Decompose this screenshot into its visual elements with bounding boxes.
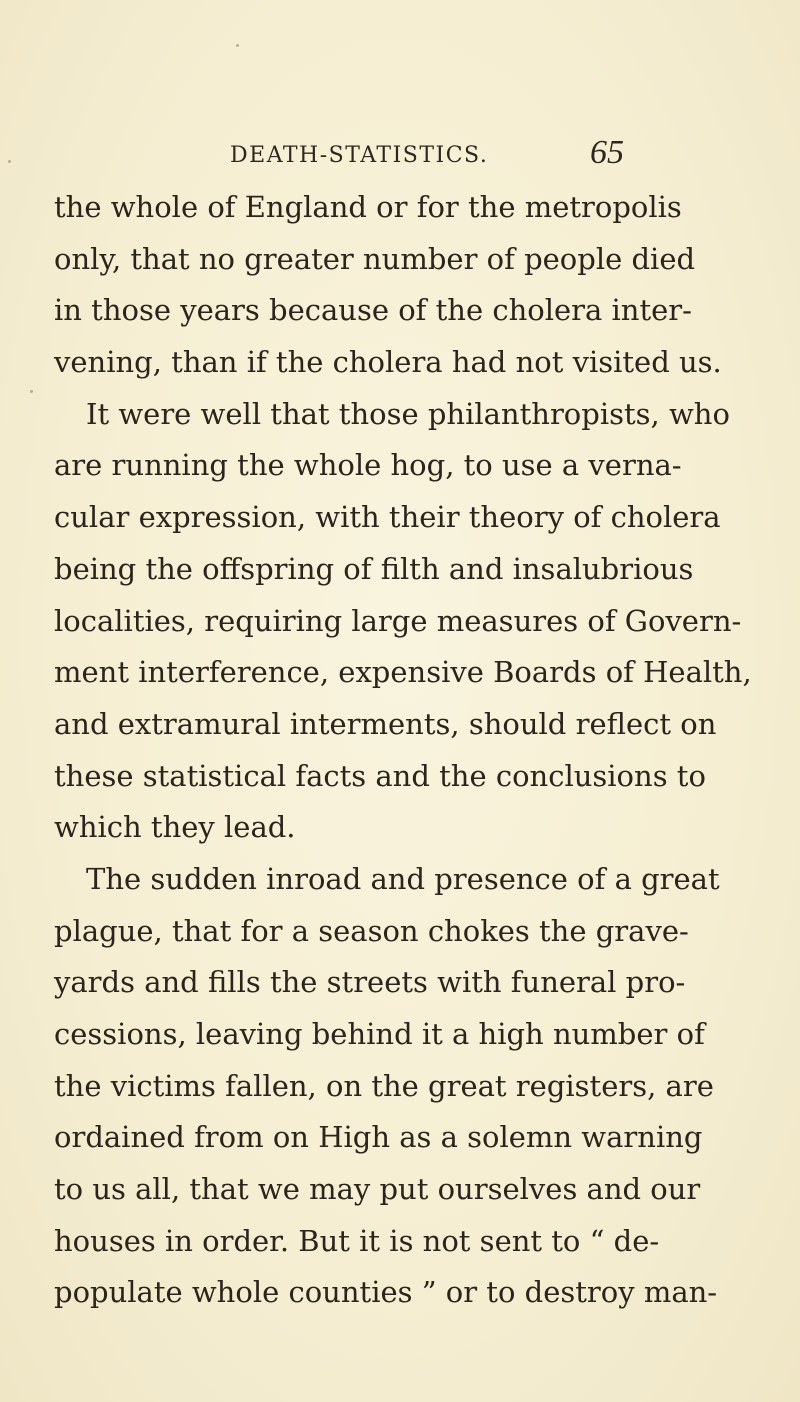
text-line: these statistical facts and the conclusions to — [54, 758, 706, 793]
text-line: cessions, leaving behind it a high number of — [54, 1017, 705, 1051]
text-line: are running the whole hog, to use a verna- — [54, 448, 682, 483]
text-line: and extramural interments, should reflect on — [54, 706, 717, 741]
text-line: ment interference, expensive Boards of Health, — [54, 655, 752, 690]
text-line: vening, than if the cholera had not visited us. — [54, 345, 722, 380]
text-line: populate whole counties ” or to destroy man- — [54, 1275, 718, 1310]
text-line: in those years because of the cholera inter- — [54, 293, 692, 328]
text-line: the whole of England or for the metropolis — [54, 190, 682, 224]
text-line: the victims fallen, on the great registers, are — [54, 1068, 714, 1103]
text-line: ordained from on High as a solemn warning — [54, 1120, 703, 1155]
text-line: It were well that those philanthropists, who — [86, 396, 730, 431]
page-header — [0, 133, 800, 173]
running-head: DEATH-STATISTICS. — [230, 143, 489, 168]
body-text — [54, 182, 754, 1319]
text-line: localities, requiring large measures of Govern- — [54, 603, 742, 638]
text-line: The sudden inroad and presence of a great — [86, 861, 720, 896]
text-line: only, that no greater number of people died — [54, 241, 696, 276]
text-line: to us all, that we may put ourselves and our — [54, 1172, 701, 1207]
page-number: 65 — [590, 134, 624, 171]
text-line: cular expression, with their theory of cholera — [54, 500, 721, 535]
text-line: plague, that for a season chokes the grave- — [54, 913, 689, 948]
paper-speck — [30, 390, 33, 393]
text-line: being the offspring of filth and insalubrious — [54, 551, 694, 586]
text-line: houses in order. But it is not sent to “ de- — [54, 1223, 660, 1258]
text-line: which they lead. — [54, 810, 296, 845]
text-line: yards and fills the streets with funeral pro- — [54, 965, 686, 1000]
paper-speck — [236, 44, 239, 47]
